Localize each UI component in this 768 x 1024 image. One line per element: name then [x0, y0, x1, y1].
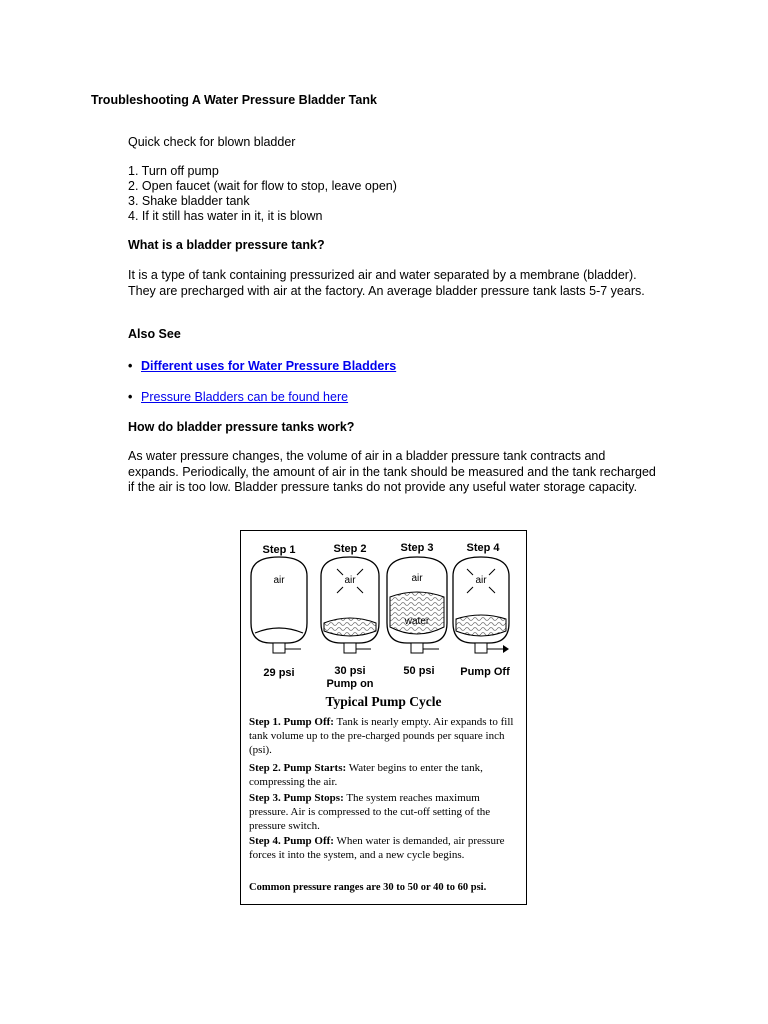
cycle-step-description: Step 3. Pump Stops: The system reaches maximum pressure. Air is compressed to the cut-off setting of the pressure switch. — [249, 792, 491, 832]
step-title: Step 3 — [400, 542, 434, 554]
air-label: air — [344, 575, 356, 586]
tank-step-2 — [321, 557, 379, 653]
pressure-reading: 30 psi — [334, 665, 366, 677]
also-see-item — [128, 359, 396, 373]
pump-on-label: Pump on — [326, 678, 374, 690]
tank-step-1 — [251, 557, 307, 653]
how-work-heading: How do bladder pressure tanks work? — [128, 420, 355, 434]
tank-step-3 — [387, 557, 447, 653]
air-label: air — [273, 575, 285, 586]
pressure-reading: 50 psi — [403, 665, 435, 677]
pump-cycle-figure — [240, 530, 527, 905]
pressure-reading: 29 psi — [263, 667, 295, 679]
tank-step-4 — [453, 557, 509, 653]
bullet-dot: • — [128, 359, 133, 373]
cycle-step-description: Step 2. Pump Starts: Water begins to enter the tank, compressing the air. — [249, 762, 483, 788]
quick-check-heading: Quick check for blown bladder — [128, 135, 296, 149]
step-title: Step 2 — [333, 543, 367, 555]
cycle-step-description: Step 4. Pump Off: When water is demanded, air pressure forces it into the system, and a new cycle begins. — [249, 835, 505, 861]
link-different-uses[interactable]: Different uses for Water Pressure Bladders — [141, 359, 397, 373]
how-work-paragraph: As water pressure changes, the volume of air in a bladder pressure tank contracts and expands. Periodically, the amount of air in the tank should be measured and the tank recharged if the air is too low. Bladder pressure tanks do not provide any useful water storage capacity. — [128, 449, 656, 494]
step-title: Step 1 — [262, 544, 296, 556]
step-title: Step 4 — [466, 542, 500, 554]
pressure-range-note: Common pressure ranges are 30 to 50 or 40 to 60 psi. — [249, 882, 487, 893]
check-steps-list — [128, 164, 397, 224]
pressure-reading: Pump Off — [460, 666, 510, 678]
page-title: Troubleshooting A Water Pressure Bladder Tank — [91, 93, 377, 107]
check-step: 3. Shake bladder tank — [128, 194, 250, 208]
also-see-heading: Also See — [128, 327, 181, 341]
also-see-item — [128, 390, 348, 404]
check-step: 4. If it still has water in it, it is blown — [128, 209, 323, 223]
tank-diagram — [241, 531, 526, 691]
what-is-paragraph: It is a type of tank containing pressurized air and water separated by a membrane (bladder). They are precharged with air at the factory. An average bladder pressure tank lasts 5-7 years. — [128, 268, 645, 298]
water-label: water — [404, 616, 430, 627]
figure-caption: Typical Pump Cycle — [325, 694, 442, 709]
check-step: 2. Open faucet (wait for flow to stop, leave open) — [128, 179, 397, 193]
air-label: air — [475, 575, 487, 586]
bullet-dot: • — [128, 390, 133, 404]
link-pressure-bladders[interactable]: Pressure Bladders can be found here — [141, 390, 349, 404]
air-label: air — [411, 573, 423, 584]
cycle-step-description: Step 1. Pump Off: Tank is nearly empty. Air expands to fill tank volume up to the pre-charged pounds per square inch (psi). — [249, 716, 514, 756]
what-is-heading: What is a bladder pressure tank? — [128, 238, 325, 252]
check-step: 1. Turn off pump — [128, 164, 219, 178]
